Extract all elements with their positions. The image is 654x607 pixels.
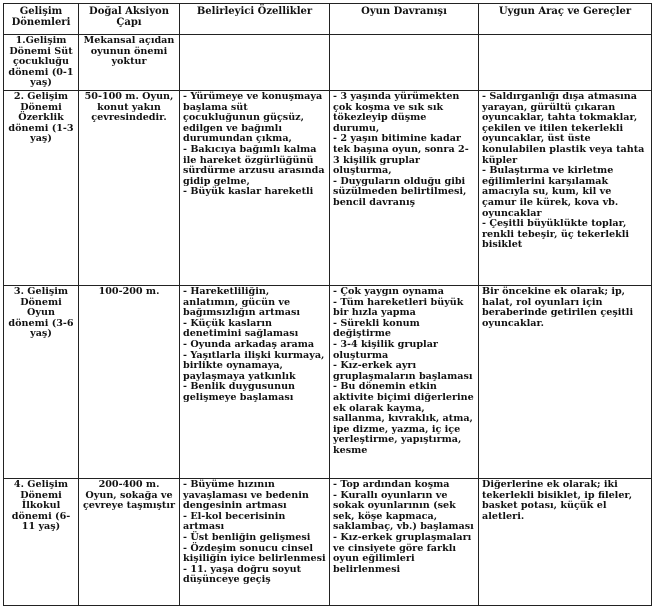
play-item: - Duyguların olduğu gibi süzülmeden belirtilmesi, bencil davranış bbox=[333, 175, 467, 208]
feature-item: - Küçük kasların denetimini sağlaması bbox=[183, 317, 299, 340]
features-cell bbox=[180, 35, 330, 91]
features-cell bbox=[180, 478, 330, 605]
header-row bbox=[4, 4, 652, 35]
play-cell bbox=[330, 35, 479, 91]
tool-item: - Çeşitli büyüklükte toplar, renkli tebeşir, üç tekerlekli bisiklet bbox=[482, 218, 630, 251]
feature-item: - Yürümeye ve konuşmaya başlama süt çocukluğunun güçsüz, edilgen ve bağımlı durumundan çıkma, bbox=[183, 90, 323, 145]
development-table bbox=[3, 3, 652, 606]
play-item: - Sürekli konum değiştirme bbox=[333, 317, 420, 340]
play-item: - Kız-erkek ayrı gruplaşmaların başlaması bbox=[333, 360, 473, 382]
feature-item: - Benlik duygusunun gelişmeye başlaması bbox=[183, 381, 296, 403]
tool-item: - Saldırganlığı dışa atmasına yarayan, gürültü çıkaran oyuncaklar, tahta tokmaklar, çekilen ve itilen tekerlekli oyuncaklar, üst üste konulabilen plastik veya tahta küpler bbox=[482, 90, 645, 166]
header-radius: Doğal Aksiyon Çapı bbox=[79, 4, 180, 35]
feature-item: - Özdeşim sonucu cinsel kişiliğin iyice belirlenmesi bbox=[183, 542, 326, 565]
tool-item: - Bulaştırma ve kirletme eğilimlerini karşılamak amacıyla su, kum, kil ve çamur ile kürek, kova vb. oyuncaklar bbox=[482, 165, 619, 219]
table-row bbox=[4, 478, 652, 605]
feature-item: - Büyük kaslar hareketli bbox=[183, 186, 314, 198]
feature-item: - El-kol becerisinin artması bbox=[183, 510, 286, 533]
radius-cell: Mekansal açıdan oyunun önemi yoktur bbox=[79, 35, 180, 91]
play-item: - Tüm hareketleri büyük bir hızla yapma bbox=[333, 296, 464, 319]
tool-item: Bir öncekine ek olarak; ip, halat, rol oyunları için beraberinde getirilen çeşitli oyuncaklar. bbox=[482, 285, 634, 329]
feature-item: - Oyunda arkadaş arama bbox=[183, 338, 315, 350]
header-play: Oyun Davranışı bbox=[330, 4, 479, 35]
tools-cell bbox=[479, 90, 652, 285]
feature-item: - 11. yaşa doğru soyut düşünceye geçiş bbox=[183, 563, 302, 586]
header-tools: Uygun Araç ve Gereçler bbox=[479, 4, 652, 35]
table-row bbox=[4, 35, 652, 91]
feature-item: - Üst benliğin gelişmesi bbox=[183, 531, 311, 543]
radius-cell: 50-100 m. Oyun, konut yakın çevresindedir. bbox=[79, 90, 180, 285]
play-item: - 2 yaşın bitimine kadar tek başına oyun, sonra 2-3 kişilik gruplar oluşturma, bbox=[333, 133, 469, 177]
play-cell bbox=[330, 285, 479, 478]
play-item: - 3-4 kişilik gruplar oluşturma bbox=[333, 338, 438, 361]
tool-item: Diğerlerine ek olarak; iki tekerlekli bisiklet, ip fileler, basket potası, küçük el aletleri. bbox=[482, 478, 633, 522]
play-item: - 3 yaşında yürümekten çok koşma ve sık sık tökezleyip düşme durumu, bbox=[333, 90, 460, 134]
period-cell: 4. Gelişim Dönemi İlkokul dönemi (6-11 yaş) bbox=[4, 478, 79, 605]
feature-item: - Hareketliliğin, anlatımın, gücün ve bağımsızlığın artması bbox=[183, 285, 300, 319]
period-cell: 2. Gelişim Dönemi Özerklik dönemi (1-3 yaş) bbox=[4, 90, 79, 285]
play-cell bbox=[330, 478, 479, 605]
tools-cell bbox=[479, 35, 652, 91]
radius-cell: 200-400 m. Oyun, sokağa ve çevreye taşmıştır bbox=[79, 478, 180, 605]
play-item: - Bu dönemin etkin aktivite biçimi diğerlerine ek olarak kayma, sallanma, kıvraklık, atma, ipe dizme, yazma, iç içe yerleştirme, yapıştırma, kesme bbox=[333, 381, 474, 456]
header-features: Belirleyici Özellikler bbox=[180, 4, 330, 35]
period-cell: 1.Gelişim Dönemi Süt çocukluğu dönemi (0-1 yaş) bbox=[4, 35, 79, 91]
table-row bbox=[4, 90, 652, 285]
radius-cell: 100-200 m. bbox=[79, 285, 180, 478]
play-item: - Top ardından koşma bbox=[333, 478, 450, 490]
feature-item: - Yaşıtlarla ilişki kurmaya, birlikte oynamaya, paylaşmaya yatkınlık bbox=[183, 349, 325, 382]
tools-cell bbox=[479, 478, 652, 605]
play-item: - Kurallı oyunların ve sokak oyunlarının (sek sek, köşe kapmaca, saklambaç, vb.) başlaması bbox=[333, 489, 474, 533]
header-period: Gelişim Dönemleri bbox=[4, 4, 79, 35]
play-cell bbox=[330, 90, 479, 285]
table-row bbox=[4, 285, 652, 478]
tools-cell bbox=[479, 285, 652, 478]
feature-item: - Büyüme hızının yavaşlaması ve bedenin dengesinin artması bbox=[183, 478, 309, 512]
play-item: - Kız-erkek gruplaşmaları ve cinsiyete göre farklı oyun eğilimleri belirlenmesi bbox=[333, 531, 472, 575]
features-cell bbox=[180, 285, 330, 478]
feature-item: - Bakıcıya bağımlı kalma ile hareket özgürlüğünü sürdürme arzusu arasında gidip gelme, bbox=[183, 143, 325, 187]
period-cell: 3. Gelişim Dönemi Oyun dönemi (3-6 yaş) bbox=[4, 285, 79, 478]
play-item: - Çok yaygın oynama bbox=[333, 285, 444, 297]
features-cell bbox=[180, 90, 330, 285]
